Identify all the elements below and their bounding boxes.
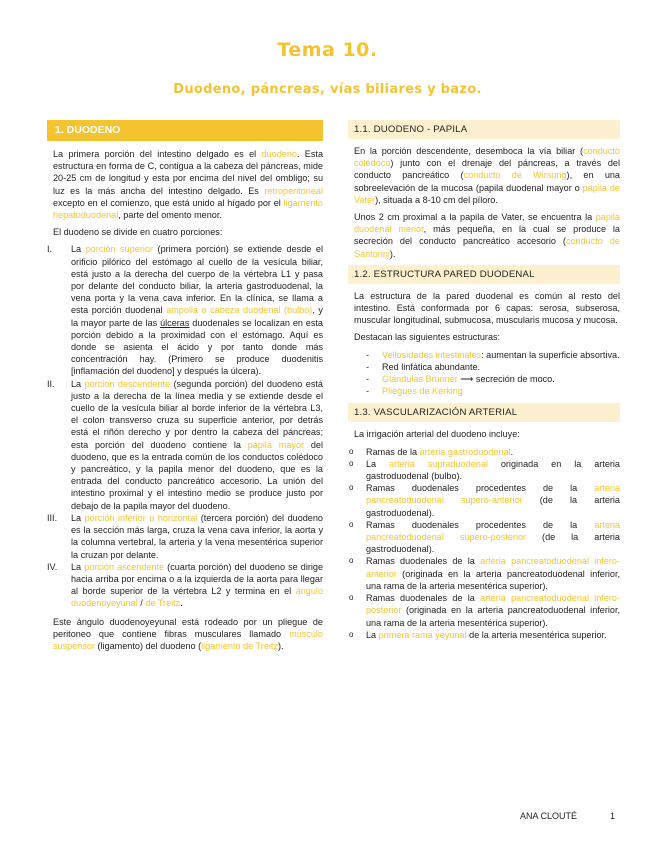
highlighted-term: retroperitoneal [264, 185, 323, 196]
highlighted-term: papila de Vater [354, 182, 620, 205]
highlighted-term: porción superior [85, 244, 153, 255]
text-run: Ramas duodenales de la [366, 556, 481, 567]
highlighted-term: porción descendente [84, 378, 171, 389]
list-item [348, 482, 620, 519]
highlighted-term: arteria gastroduodenal [419, 446, 511, 457]
highlighted-term: Vellosidades intestinales [382, 349, 482, 360]
highlighted-term: ligamento de Treitz [201, 640, 278, 651]
highlighted-term: arteria pancreatoduodenal infero-anterior [366, 556, 620, 579]
text-run: Este ángulo duodenoyeyunal está rodeado por un pliegue de peritoneo que contiene fibras musculares llamado [53, 616, 323, 639]
highlighted-term: ampolla o cabeza duodenal (bulbo) [166, 305, 313, 316]
text-run: ). [277, 640, 284, 651]
list-marker: - [366, 374, 370, 385]
text-run: (cuarta porción) del duodeno se dirige hacia arriba por encima o a la izquierda de la aorta para llegar al borde superior de la vértebra L2 y termina en el [71, 561, 324, 597]
text-run: La [71, 244, 86, 255]
text-run: La primera porción del intestino delgado es el [53, 149, 262, 159]
list-item [47, 512, 323, 561]
papila-paragraph-2 [348, 211, 620, 260]
section-heading-pared: 1.2. ESTRUCTURA PARED DUODENAL [348, 265, 620, 284]
left-column [47, 120, 323, 657]
text-run: (segunda porción) del duodeno está justo a la derecha de la línea media y se extiende desde el cuello de la vesícula biliar al borde inferior de la vértebra L3, el colon transverso cruza su superficie anterior, por detrás está el riñón derecho y por dentro la cabeza del páncreas; esta porción del duodeno contiene la [71, 378, 323, 450]
right-column [348, 120, 620, 641]
highlighted-term: arteria pancreatoduodenal supero-posterior [366, 519, 620, 543]
text-run: (de la arteria gastroduodenal). [366, 495, 620, 518]
text-run: (originada en la arteria pancreatoduodenal inferior, una rama de la arteria mesentérica superior). [366, 568, 620, 591]
highlighted-term: duodeno [261, 149, 297, 159]
text-run: Ramas de la [366, 446, 420, 457]
list-marker: II. [47, 378, 55, 389]
list-item [348, 555, 620, 592]
highlighted-term: porción inferior u horizontal [84, 512, 198, 523]
structures-list [366, 349, 620, 398]
list-item [366, 349, 620, 361]
text-run: Ramas duodenales procedentes de la [366, 519, 595, 530]
list-item [47, 378, 323, 512]
list-marker: o [349, 593, 354, 603]
list-item [348, 592, 620, 629]
text-run: / [137, 598, 146, 609]
highlighted-term: primera rama yeyunal [378, 629, 467, 640]
text-run: Red linfática abundante. [382, 361, 481, 372]
list-marker: o [349, 629, 354, 639]
text-run: En la porción descendente, desemboca la vía biliar ( [354, 146, 584, 156]
text-run: Unos 2 cm proximal a la papila de Vater, se encuentra la [354, 212, 596, 223]
section-heading-vascularizacion: 1.3. VASCULARIZACIÓN ARTERIAL [348, 403, 620, 422]
text-run: , y la mayor parte de las [71, 305, 323, 328]
list-marker: - [366, 349, 370, 360]
list-item [366, 361, 620, 373]
highlighted-term: ángulo duodenoyeyunal [71, 586, 323, 609]
highlighted-term: ligamento hepatoduodenal [53, 197, 323, 221]
page-title: Tema 10. [277, 39, 378, 61]
text-run: ), situada a 8-10 cm del píloro. [375, 194, 498, 205]
text-run: , más pequeña, en la cual se produce la secreción del conducto pancreático accesorio ( [354, 224, 620, 247]
list-marker: o [349, 483, 354, 493]
vascularizacion-paragraph: La irrigación arterial del duodeno incluye: [354, 429, 520, 440]
intro-paragraph [47, 148, 323, 221]
highlighted-term: papila duodenal menor [354, 212, 620, 235]
highlighted-term: papila mayor [247, 439, 305, 450]
text-run: (tercera porción) del duodeno es la sección más larga, cruza la vena cava inferior, la aorta y la columna vertebral, la arteria y la vena mesentérica superior la cruzan por delante. [71, 512, 323, 560]
list-item [366, 373, 620, 385]
text-run: La [366, 629, 379, 640]
highlighted-term: arteria supraduodenal [389, 458, 488, 469]
text-run: Ramas duodenales de la [366, 593, 481, 604]
text-run: excepto en el comienzo, que está unido al hígado por el [53, 197, 284, 208]
portions-intro: El duodeno se divide en cuatro porciones: [53, 227, 223, 238]
text-run: (de la arteria gastroduodenal). [366, 532, 620, 555]
underlined-term: úlceras [160, 317, 190, 328]
text-run: , parte del omento menor. [118, 210, 222, 221]
highlighted-term: Glándulas Brunner [382, 374, 458, 385]
text-run: La [71, 378, 85, 389]
text-run: ). [389, 248, 396, 259]
pared-paragraph-1: La estructura de la pared duodenal es común al resto del intestino. Está conformada por 6 capas: serosa, subserosa, muscular longitudinal, submucosa, muscularis mucosa y mucosa. [354, 290, 620, 326]
text-run: del duodeno, que es la entrada común de los conductos colédoco y pancreático, y la papila menor del duodeno, que es la entrada del conducto pancreático accesorio. La unión del intestino proximal y el intestino medio se produce justo por debajo de la papila mayor del duodeno. [71, 439, 323, 511]
list-item [348, 458, 620, 482]
highlighted-term: músculo suspensor [53, 628, 323, 651]
list-item [47, 243, 323, 377]
arteries-list [348, 446, 620, 641]
text-run: : aumentan la superficie absortiva. [481, 349, 620, 360]
highlighted-term: arteria pancreatoduodenal supero-anterior [366, 483, 620, 506]
list-item [348, 446, 620, 458]
text-run: La [71, 512, 85, 523]
list-item [366, 385, 620, 397]
text-run: (originada en la arteria pancreatoduodenal inferior, una rama de la arteria mesentérica superior). [366, 605, 620, 628]
list-marker: IV. [47, 561, 58, 572]
highlighted-term: conducto de Wirsung [463, 170, 567, 181]
pared-paragraph-2: Destacan las siguientes estructuras: [354, 332, 501, 343]
list-marker: o [349, 519, 354, 529]
text-run: La [366, 458, 390, 469]
closing-paragraph [47, 616, 323, 653]
page-footer [520, 810, 616, 822]
text-run: originada en la arteria gastroduodenal (bulbo). [366, 458, 620, 482]
text-run: ⟶ secreción de moco. [457, 374, 555, 385]
section-heading-duodeno: 1. DUODENO [47, 120, 323, 141]
list-item [47, 561, 323, 610]
list-item [348, 519, 620, 556]
papila-paragraph-1 [348, 145, 620, 206]
section-heading-papila: 1.1. DUODENO - PAPILA [348, 120, 620, 139]
list-marker: - [366, 386, 370, 397]
page-number: 1 [610, 811, 616, 821]
text-run: ) junto con el drenaje del páncreas, a través del conducto pancreático ( [354, 158, 620, 181]
author-name: ANA CLOUTÉ [520, 811, 578, 821]
list-marker: o [349, 556, 354, 566]
highlighted-term: arteria pancreatoduodenal infero-posterior [366, 593, 620, 616]
text-run: . Esta estructura en forma de C, contigua a la cabeza del páncreas, mide 20-25 cm de longitud y esta por encima del nivel del ombligo; su luz es la más ancha del intestino delgado. Es [53, 149, 323, 196]
highlighted-term: porción ascendente [84, 561, 165, 572]
text-run: ), en una sobreelevación de la mucosa (papila duodenal mayor o [354, 170, 620, 193]
list-marker: III. [47, 512, 58, 523]
list-marker: o [349, 458, 354, 468]
page-subtitle: Duodeno, páncreas, vías biliares y bazo. [173, 82, 482, 97]
text-run: (ligamento) del duodeno ( [94, 640, 202, 651]
text-run: La [71, 561, 85, 572]
list-marker: o [349, 446, 354, 456]
list-marker: I. [47, 244, 53, 255]
list-marker: - [366, 361, 370, 372]
highlighted-term: Pliegues de Kerking [382, 386, 463, 397]
text-run: (primera porción) se extiende desde el orificio pilórico del estómago al cuello de la vesícula biliar, está justo a la derecha del cuerpo de la vértebra L1 y pasa por delante del conducto biliar, la arteria gastroduodenal, la vena porta y la vena cava inferior. En la clínica, se llama a esta porción duodenal [71, 244, 323, 316]
highlighted-term: conducto colédoco [354, 146, 620, 169]
text-run: de la arteria mesentérica superior. [466, 629, 607, 640]
text-run: . [180, 598, 183, 609]
highlighted-term: conducto de Santorini [354, 236, 620, 259]
text-run: . [510, 446, 514, 457]
list-item [348, 629, 620, 641]
highlighted-term: de Treitz [145, 598, 181, 609]
text-run: Ramas duodenales procedentes de la [366, 483, 595, 494]
portions-list [47, 243, 323, 609]
text-run: duodenales se localizan en esta porción debido a la proximidad con el estómago. Aquí es donde se asienta el ácido y por tanto donde más concentración hay. (Primero se produce duodenitis [inflamación del duodeno] y después la úlcera). [71, 317, 323, 377]
